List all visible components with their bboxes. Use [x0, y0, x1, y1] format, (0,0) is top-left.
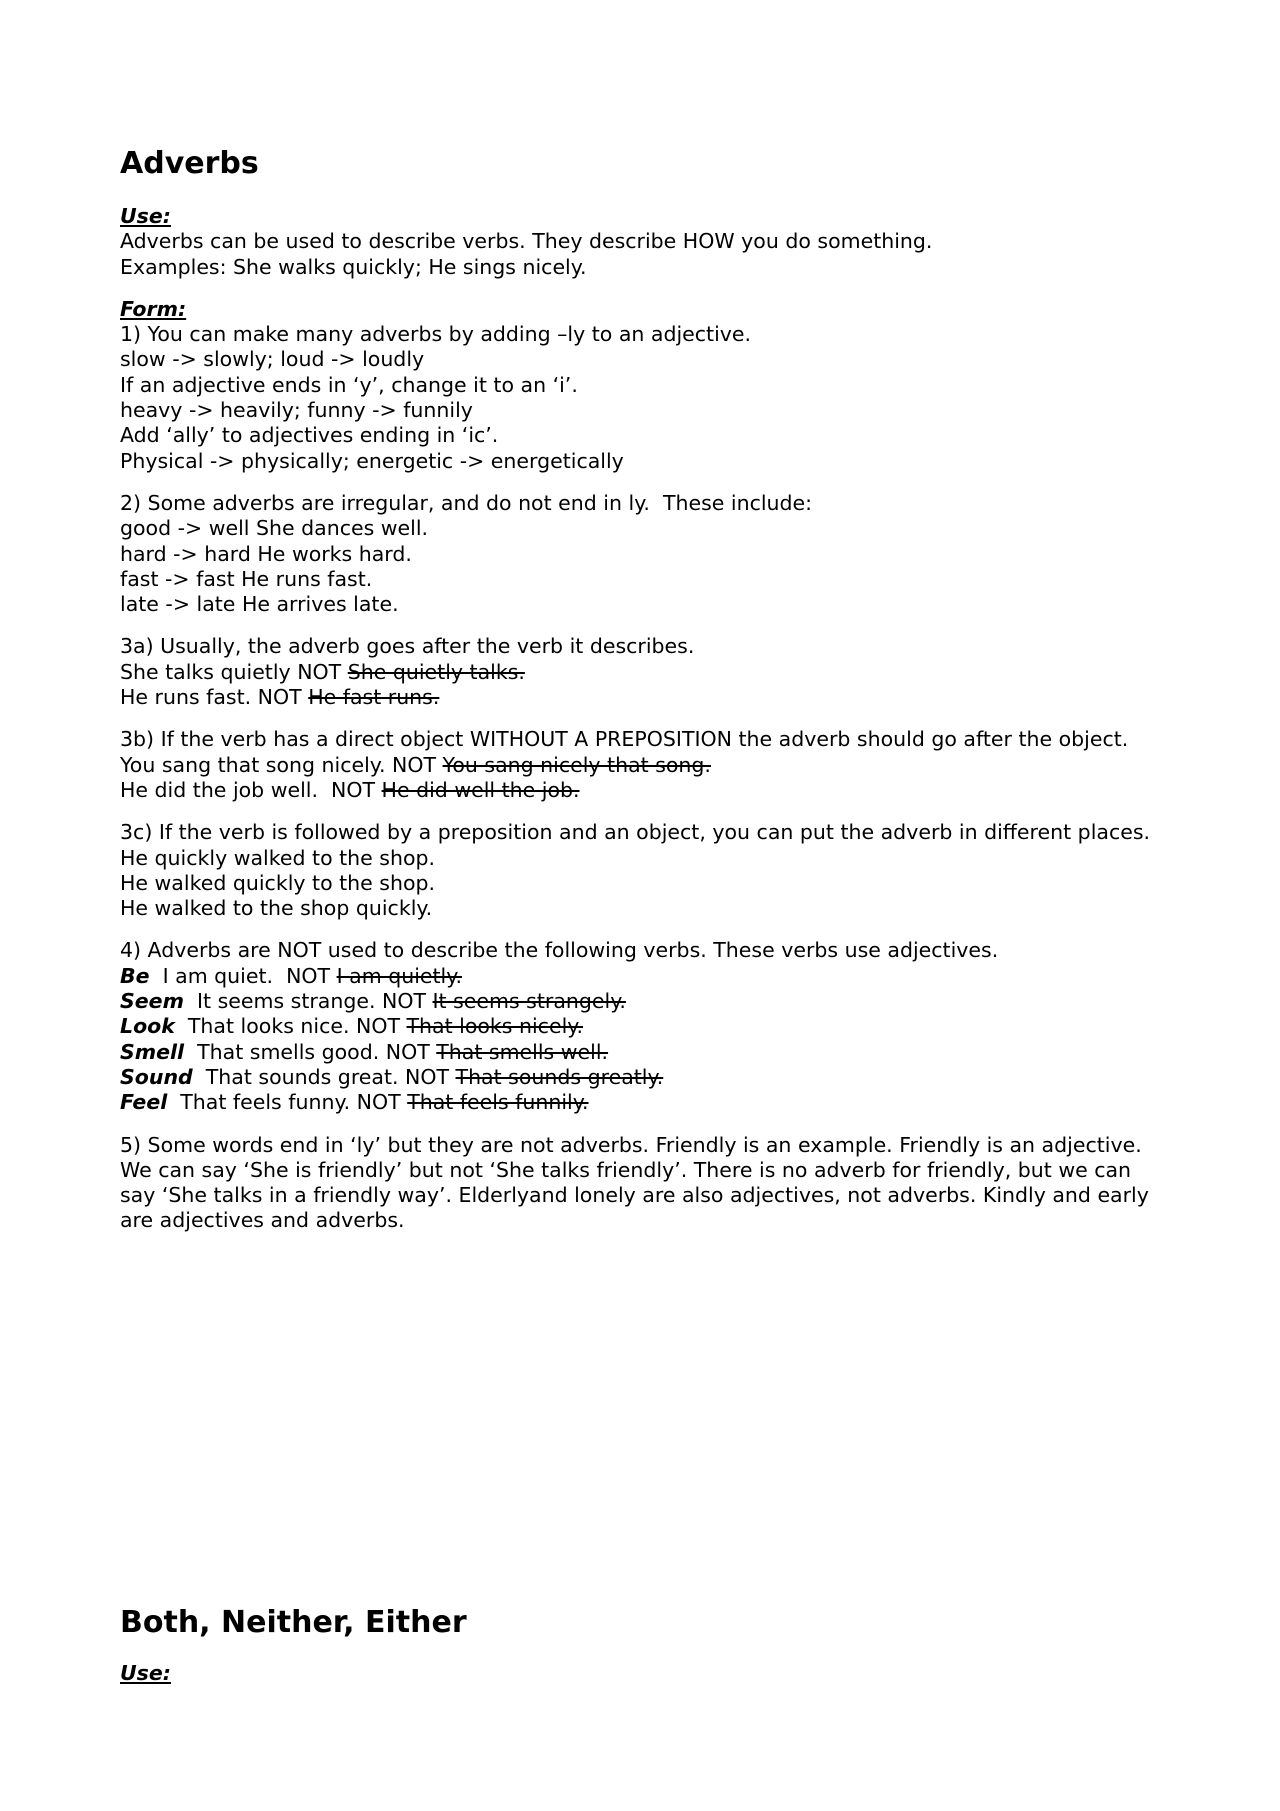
form-line: Physical -> physically; energetic -> energetically: [120, 448, 624, 473]
irregular-line: good -> well She dances well.: [120, 516, 429, 541]
p3b-example: [120, 778, 1160, 803]
use-label: Use:: [120, 204, 171, 228]
wrong-example: That feels funnily.: [407, 1090, 589, 1115]
p3a-example: [120, 660, 1160, 685]
wrong-example: That looks nicely.: [406, 1014, 583, 1039]
p3a-example: [120, 685, 1160, 710]
wrong-example: I am quietly.: [336, 963, 462, 988]
verb-label: Sound: [120, 1064, 193, 1089]
document-page: [120, 146, 1160, 1251]
correct-example: You sang that song nicely. NOT: [120, 752, 443, 777]
irregular-line: 2) Some adverbs are irregular, and do not end in ly. These include:: [120, 490, 813, 515]
wrong-example: It seems strangely.: [432, 989, 626, 1014]
use-label-section2: [120, 1661, 171, 1686]
use-label: Use:: [120, 1661, 171, 1685]
p5-text: 5) Some words end in ‘ly’ but they are not adverbs. Friendly is an example. Friendly is an adjective. We can say ‘She is friendly’ but not ‘She talks friendly’. There is no adverb for friendly, but we can say ‘She talks in a friendly way’. Elderlyand lonely are also adjectives, not adverbs. Kindly and early are adjectives and adverbs.: [120, 1132, 1149, 1233]
p3a-intro: 3a) Usually, the adverb goes after the verb it describes.: [120, 634, 695, 659]
p3b-example: [120, 753, 1160, 778]
verb-row: [120, 1065, 1160, 1090]
p3c-intro: 3c) If the verb is followed by a preposition and an object, you can put the adverb in different places.: [120, 820, 1151, 845]
verb-label: Feel: [120, 1090, 168, 1115]
p4-intro: 4) Adverbs are NOT used to describe the following verbs. These verbs use adjectives.: [120, 938, 999, 963]
irregular-line: fast -> fast He runs fast.: [120, 566, 373, 591]
use-line: Examples: She walks quickly; He sings nicely.: [120, 254, 587, 279]
correct-example: She talks quietly NOT: [120, 659, 348, 684]
verb-row: [120, 1090, 1160, 1115]
wrong-example: She quietly talks.: [347, 659, 525, 684]
correct-example: He did the job well. NOT: [120, 777, 382, 802]
verb-row: [120, 1040, 1160, 1065]
p3c-line: He walked quickly to the shop.: [120, 870, 436, 895]
wrong-example: You sang nicely that song.: [442, 752, 711, 777]
wrong-example: That sounds greatly.: [455, 1064, 664, 1089]
irregular-line: late -> late He arrives late.: [120, 592, 399, 617]
form-line: heavy -> heavily; funny -> funnily: [120, 398, 473, 423]
paragraph-3c: [120, 820, 1160, 921]
correct-example: It seems strange. NOT: [183, 989, 433, 1014]
verb-row: [120, 1014, 1160, 1039]
verb-row: [120, 989, 1160, 1014]
use-paragraph: [120, 204, 1160, 280]
form-line: If an adjective ends in ‘y’, change it to an ‘i’.: [120, 372, 578, 397]
verb-label: Look: [120, 1014, 175, 1039]
form-line: 1) You can make many adverbs by adding –ly to an adjective.: [120, 322, 752, 347]
p3b-intro: 3b) If the verb has a direct object WITHOUT A PREPOSITION the adverb should go after the object.: [120, 727, 1129, 752]
wrong-example: That smells well.: [436, 1039, 609, 1064]
verb-label: Smell: [120, 1039, 185, 1064]
verb-row: [120, 964, 1160, 989]
correct-example: That smells good. NOT: [184, 1039, 437, 1064]
use-line: Adverbs can be used to describe verbs. They describe HOW you do something.: [120, 229, 933, 254]
correct-example: That sounds great. NOT: [192, 1064, 456, 1089]
wrong-example: He fast runs.: [308, 685, 440, 710]
paragraph-4: [120, 938, 1160, 1115]
verb-label: Seem: [120, 989, 184, 1014]
form-line: Add ‘ally’ to adjectives ending in ‘ic’.: [120, 423, 499, 448]
form-label: Form:: [120, 296, 187, 321]
form-paragraph: [120, 297, 1160, 474]
correct-example: He runs fast. NOT: [120, 685, 309, 710]
p3c-line: He walked to the shop quickly.: [120, 896, 433, 921]
p3c-line: He quickly walked to the shop.: [120, 845, 436, 870]
form-line: slow -> slowly; loud -> loudly: [120, 347, 425, 372]
section-title-adverbs: Adverbs: [120, 146, 259, 181]
irregular-line: hard -> hard He works hard.: [120, 541, 412, 566]
paragraph-3a: [120, 634, 1160, 710]
section-title-both-neither-either: Both, Neither, Either: [120, 1605, 467, 1640]
correct-example: That feels funny. NOT: [167, 1090, 408, 1115]
correct-example: I am quiet. NOT: [149, 963, 337, 988]
paragraph-3b: [120, 727, 1160, 803]
wrong-example: He did well the job.: [381, 777, 580, 802]
verb-label: Be: [120, 963, 150, 988]
paragraph-5: [120, 1133, 1160, 1234]
irregular-paragraph: [120, 491, 1160, 617]
correct-example: That looks nice. NOT: [174, 1014, 407, 1039]
